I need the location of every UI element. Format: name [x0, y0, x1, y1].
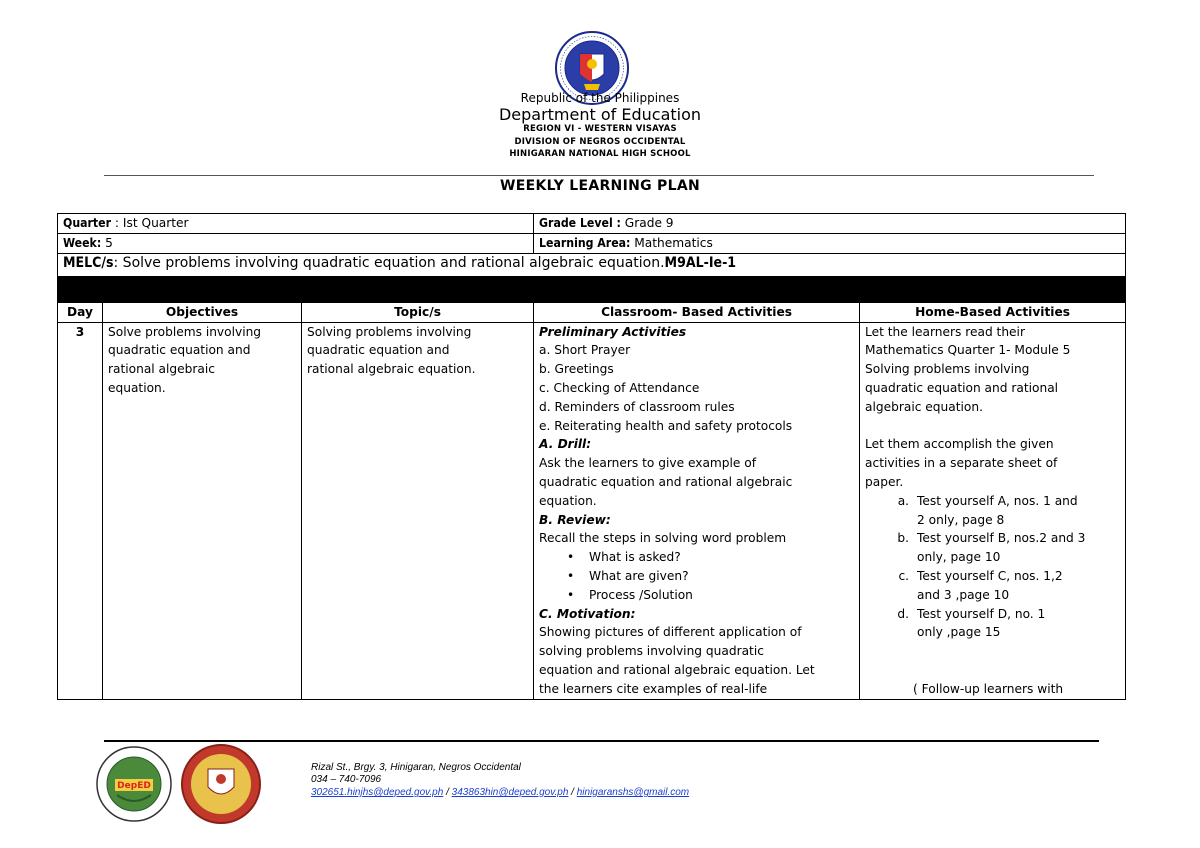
home-intro-line: algebraic equation.: [865, 399, 983, 414]
republic-line: Republic of the Philippines: [520, 91, 680, 105]
preliminary-item: e. Reiterating health and safety protocols: [539, 418, 793, 433]
preliminary-heading: Preliminary Activities: [539, 324, 687, 339]
week-row: [58, 233, 1126, 253]
melc-row: [58, 253, 1126, 276]
footer-divider: [104, 740, 1099, 742]
bullet-icon: •: [567, 550, 575, 565]
spacer: [865, 417, 1120, 436]
region-line: REGION VI - WESTERN VISAYAS: [523, 124, 677, 134]
preliminary-item: d. Reminders of classroom rules: [539, 399, 735, 414]
area-value: Mathematics: [630, 235, 713, 250]
department-line: Department of Education: [498, 105, 702, 124]
area-cell: [534, 233, 1126, 253]
footer-address: Rizal St., Brgy. 3, Hinigaran, Negros Occidental: [311, 762, 521, 773]
topic-cell: [302, 322, 534, 699]
home-intro-line: quadratic equation and rational: [865, 380, 1059, 395]
area-label: Learning Area:: [539, 235, 631, 250]
review-bullet-item: [539, 548, 854, 567]
accomplish-line: activities in a separate sheet of: [865, 456, 1058, 471]
email-link-3[interactable]: hinigaranshs@gmail.com: [576, 787, 690, 798]
home-intro-line: Solving problems involving: [865, 362, 1030, 377]
accomplish-line: paper.: [865, 474, 904, 489]
followup-line: ( Follow-up learners with: [913, 681, 1064, 696]
column-header-row: [58, 302, 1126, 322]
quarter-cell: [58, 214, 534, 234]
learning-plan-table: [57, 213, 1126, 700]
task-item: a. Test yourself A, nos. 1 and 2 only, page 8: [897, 493, 1078, 527]
page-title: WEEKLY LEARNING PLAN: [499, 178, 700, 194]
preliminary-item: a. Short Prayer: [539, 343, 631, 358]
day-value: 3: [58, 322, 103, 699]
black-separator-row: [58, 276, 1126, 302]
school-line: HINIGARAN NATIONAL HIGH SCHOOL: [509, 149, 691, 159]
drill-line: Ask the learners to give example of: [539, 456, 757, 471]
email-link-1[interactable]: 302651.hinjhs@deped.gov.ph: [311, 787, 444, 798]
home-intro-line: Let the learners read their: [865, 324, 1025, 339]
col-objectives: Objectives: [103, 302, 302, 322]
task-item: b. Test yourself B, nos.2 and 3 only, page 10: [897, 531, 1086, 565]
division-line: DIVISION OF NEGROS OCCIDENTAL: [514, 137, 686, 147]
objective-line: quadratic equation and: [108, 343, 251, 358]
review-bullet-text: Process /Solution: [589, 587, 693, 602]
melc-text: : Solve problems involving quadratic equation and rational algebraic equation.: [113, 254, 665, 271]
spacer: [865, 642, 1120, 680]
grade-value: Grade 9: [620, 216, 674, 230]
week-label: Week:: [63, 235, 102, 250]
week-cell: [58, 233, 534, 253]
col-classroom: Classroom- Based Activities: [534, 302, 860, 322]
topic-line: quadratic equation and: [307, 343, 450, 358]
melc-label: MELC/s: [63, 254, 114, 271]
drill-line: equation.: [539, 493, 597, 508]
objective-line: equation.: [108, 380, 166, 395]
preliminary-item: c. Checking of Attendance: [539, 380, 700, 395]
topic-line: Solving problems involving: [307, 324, 472, 339]
email-link-2[interactable]: 343863hin@deped.gov.ph: [451, 787, 569, 798]
accomplish-line: Let them accomplish the given: [865, 437, 1054, 452]
school-shield-icon: [180, 743, 262, 825]
header-divider: [104, 175, 1094, 176]
melc-cell: [58, 253, 1126, 276]
objective-line: Solve problems involving: [108, 324, 262, 339]
review-bullet-text: What is asked?: [589, 550, 681, 565]
bullet-icon: •: [567, 568, 575, 583]
col-day: Day: [58, 302, 103, 322]
week-value: 5: [101, 235, 113, 250]
grade-label: Grade Level :: [539, 216, 621, 230]
drill-heading: A. Drill:: [539, 437, 592, 452]
grade-cell: [534, 214, 1126, 234]
footer-emails: 302651.hinjhs@deped.gov.ph / 343863hin@deped.gov.ph / hinigaranshs@gmail.com: [311, 787, 690, 798]
topic-line: rational algebraic equation.: [307, 362, 476, 377]
seal-text: DepED: [117, 781, 151, 791]
review-intro: Recall the steps in solving word problem: [539, 531, 787, 546]
objectives-cell: [103, 322, 302, 699]
objective-line: rational algebraic: [108, 362, 215, 377]
task-item: d. Test yourself D, no. 1 only ,page 15: [897, 606, 1046, 640]
task-item: c. Test yourself C, nos. 1,2 and 3 ,page 10: [898, 568, 1063, 602]
division-seal-icon: [95, 745, 173, 823]
footer-phone: 034 – 740-7096: [311, 774, 382, 785]
motivation-line: the learners cite examples of real-life: [539, 681, 768, 696]
home-intro-line: Mathematics Quarter 1- Module 5: [865, 343, 1071, 358]
review-heading: B. Review:: [539, 512, 611, 527]
home-cell: [860, 322, 1126, 699]
review-bullet-item: [539, 567, 854, 586]
col-home: Home-Based Activities: [860, 302, 1126, 322]
quarter-label: Quarter: [63, 216, 112, 230]
motivation-line: solving problems involving quadratic: [539, 644, 764, 659]
review-bullet-text: What are given?: [589, 568, 689, 583]
classroom-cell: [534, 322, 860, 699]
preliminary-item: b. Greetings: [539, 362, 614, 377]
drill-line: quadratic equation and rational algebraic: [539, 474, 793, 489]
motivation-heading: C. Motivation:: [539, 606, 636, 621]
quarter-row: [58, 214, 1126, 234]
motivation-line: Showing pictures of different application of: [539, 625, 802, 640]
motivation-line: equation and rational algebraic equation. Let: [539, 662, 815, 677]
bullet-icon: •: [567, 587, 575, 602]
col-topic: Topic/s: [302, 302, 534, 322]
review-bullet-item: [539, 586, 854, 605]
quarter-value: : Ist Quarter: [111, 216, 189, 230]
day-row: [58, 322, 1126, 699]
melc-code: M9AL-Ie-1: [664, 254, 737, 271]
